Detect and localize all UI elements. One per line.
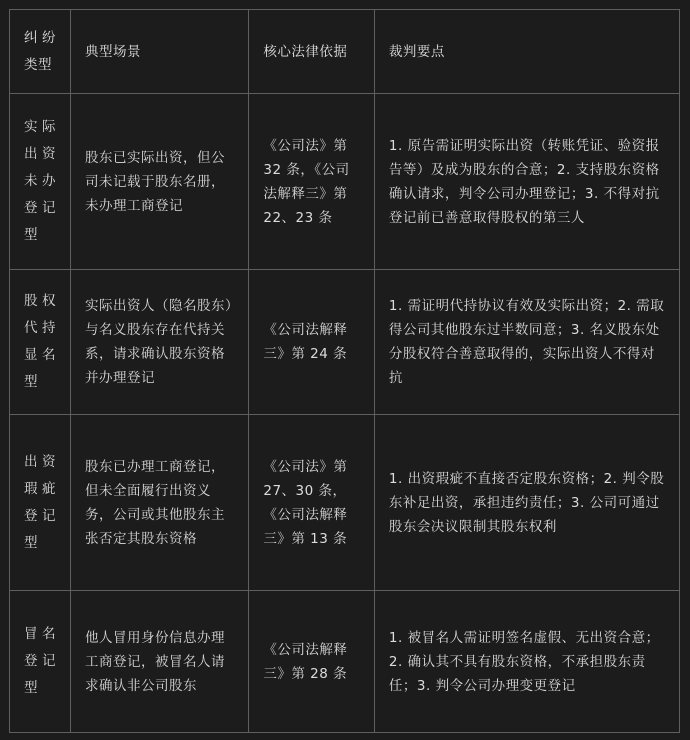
scene-cell: 实际出资人（隐名股东）与名义股东存在代持关系，请求确认股东资格并办理登记 — [71, 270, 249, 415]
points-cell: 1. 需证明代持协议有效及实际出资；2. 需取得公司其他股东过半数同意；3. 名义股东处分股权符合善意取得的，实际出资人不得对抗 — [374, 270, 679, 415]
points-cell: 1. 被冒名人需证明签名虚假、无出资合意；2. 确认其不具有股东资格，不承担股东责任；3. 判令公司办理变更登记 — [374, 591, 679, 733]
scene-cell: 股东已办理工商登记，但未全面履行出资义务，公司或其他股东主张否定其股东资格 — [71, 415, 249, 591]
points-cell: 1. 原告需证明实际出资（转账凭证、验资报告等）及成为股东的合意；2. 支持股东资格确认请求，判令公司办理登记；3. 不得对抗登记前已善意取得股权的第三人 — [374, 94, 679, 270]
table-row — [10, 270, 680, 415]
table-header — [10, 10, 680, 94]
header-row — [10, 10, 680, 94]
header-type: 纠纷类型 — [10, 10, 71, 94]
dispute-type-cell: 出资瑕疵登记型 — [10, 415, 71, 591]
dispute-type-cell: 实际出资未办登记型 — [10, 94, 71, 270]
table-row — [10, 591, 680, 733]
table-row — [10, 415, 680, 591]
points-cell: 1. 出资瑕疵不直接否定股东资格；2. 判令股东补足出资，承担违约责任；3. 公司可通过股东会决议限制其股东权利 — [374, 415, 679, 591]
table-body — [10, 94, 680, 733]
header-law: 核心法律依据 — [249, 10, 375, 94]
dispute-table — [9, 9, 680, 733]
header-scene: 典型场景 — [71, 10, 249, 94]
header-points: 裁判要点 — [374, 10, 679, 94]
law-cell: 《公司法》第 32 条，《公司法解释三》第 22、23 条 — [249, 94, 375, 270]
law-cell: 《公司法解释三》第 28 条 — [249, 591, 375, 733]
dispute-type-cell: 冒名登记型 — [10, 591, 71, 733]
law-cell: 《公司法解释三》第 24 条 — [249, 270, 375, 415]
law-cell: 《公司法》第 27、30 条，《公司法解释三》第 13 条 — [249, 415, 375, 591]
table-row — [10, 94, 680, 270]
scene-cell: 股东已实际出资，但公司未记载于股东名册，未办理工商登记 — [71, 94, 249, 270]
dispute-type-cell: 股权代持显名型 — [10, 270, 71, 415]
scene-cell: 他人冒用身份信息办理工商登记，被冒名人请求确认非公司股东 — [71, 591, 249, 733]
